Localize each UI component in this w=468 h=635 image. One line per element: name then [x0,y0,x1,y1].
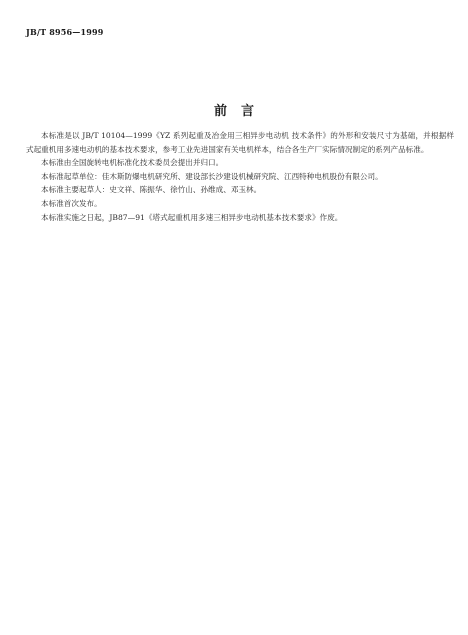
paragraph-first-release: 本标准首次发布。 [41,198,102,208]
paragraph-supersedes: 本标准实施之日起，JB87—91《塔式起重机用多速三相异步电动机基本技术要求》作废。 [41,212,343,222]
paragraph-drafters: 本标准主要起草人：史文祥、陈振华、徐竹山、孙维成、邓玉林。 [41,185,262,195]
standard-code: JB/T 8956—1999 [26,27,104,37]
foreword-body [26,129,454,224]
paragraph-basis: 本标准是以 JB/T 10104—1999《YZ 系列起重及冶金用三相异步电动机 技术条件》的外形和安装尺寸为基础，并根据样式起重机用多速电动机的基本技术要求，参考工业先进国家有关电机样本，结合各生产厂实际情况制定的系列产品标准。 [26,131,454,154]
section-title-foreword: 前言 [213,104,268,119]
paragraph-drafting-units: 本标准起草单位：佳木斯防爆电机研究所、建设部长沙建设机械研究院、江西特种电机股份有限公司。 [41,171,383,181]
paragraph-proposer: 本标准由全国旋转电机标准化技术委员会提出并归口。 [41,158,224,168]
